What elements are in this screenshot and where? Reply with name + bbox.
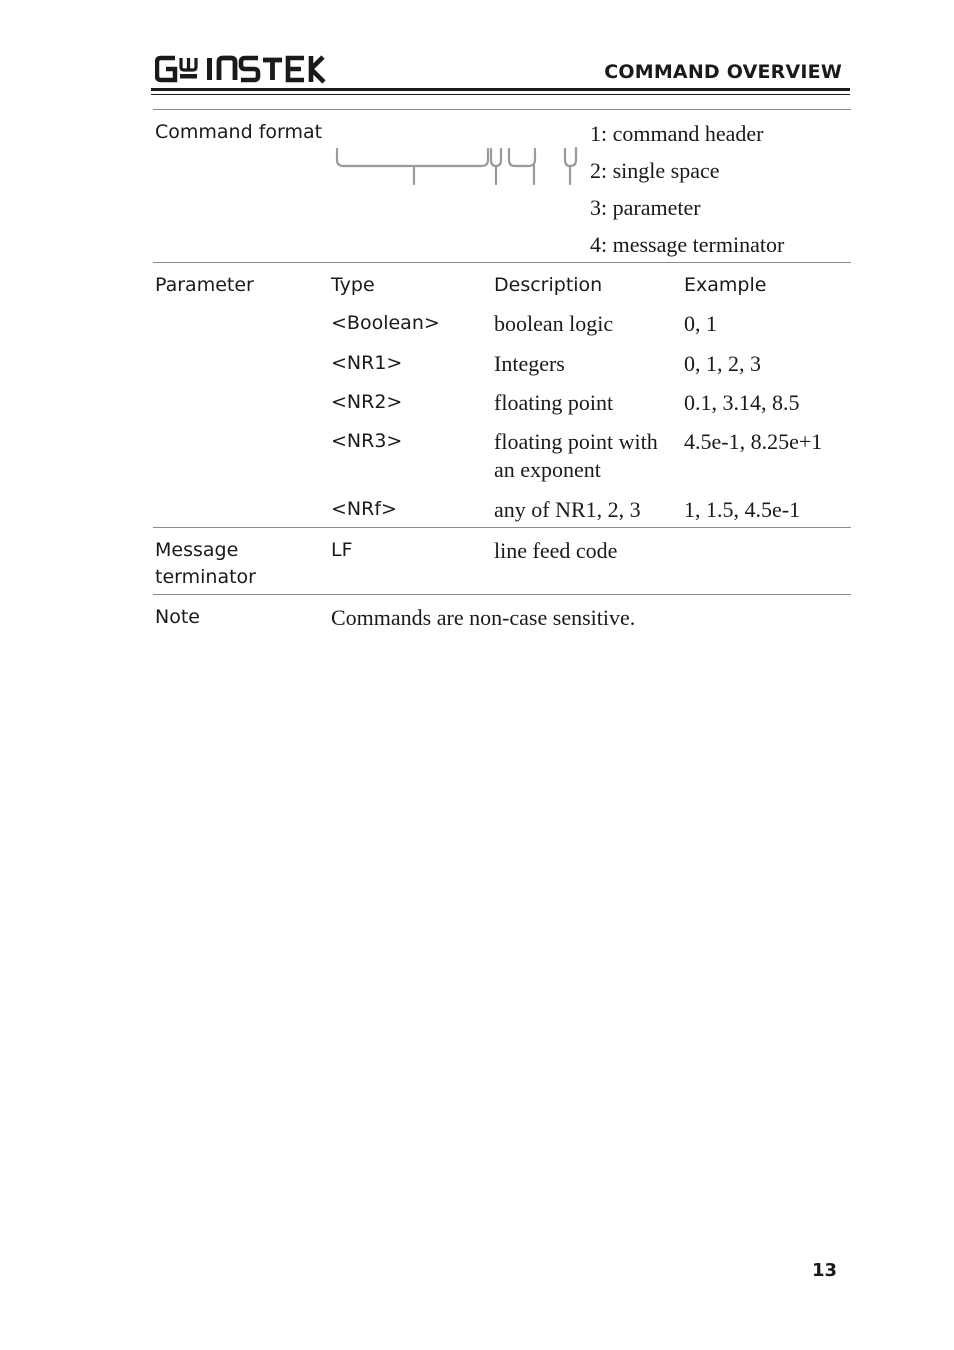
section-divider	[153, 262, 851, 263]
message-terminator-label: Message terminator	[155, 539, 256, 588]
param-example: 0, 1	[684, 311, 717, 336]
param-type: <NR3>	[331, 430, 403, 452]
param-type: <NRf>	[331, 498, 397, 520]
section-divider	[153, 527, 851, 528]
param-example: 0.1, 3.14, 8.5	[684, 390, 800, 415]
param-type: <Boolean>	[331, 312, 440, 334]
param-example: 1, 1.5, 4.5e-1	[684, 497, 801, 522]
section-divider	[153, 109, 851, 110]
section-divider	[153, 594, 851, 595]
param-description: any of NR1, 2, 3	[494, 497, 641, 522]
bracket-message-terminator	[565, 149, 576, 166]
bracket-command-header	[337, 149, 488, 166]
header-rule-thin	[151, 94, 850, 95]
column-header-type: Type	[331, 274, 375, 296]
legend-item: 2: single space	[590, 158, 720, 183]
column-header-example: Example	[684, 274, 767, 296]
param-example: 0, 1, 2, 3	[684, 351, 761, 376]
gw-instek-logo	[155, 54, 327, 84]
param-type: <NR2>	[331, 391, 403, 413]
param-description: Integers	[494, 351, 565, 376]
legend-item: 3: parameter	[590, 195, 701, 220]
column-header-description: Description	[494, 274, 603, 296]
parameter-label: Parameter	[155, 274, 254, 296]
param-description: boolean logic	[494, 311, 614, 336]
legend-item: 4: message terminator	[590, 232, 785, 257]
page-number: 13	[812, 1260, 838, 1281]
bracket-parameter	[509, 149, 535, 166]
header-rule-thick	[151, 88, 850, 91]
note-text: Commands are non-case sensitive.	[331, 605, 636, 630]
message-terminator-description: line feed code	[494, 538, 618, 563]
command-format-label: Command format	[155, 121, 323, 143]
section-title: COMMAND OVERVIEW	[604, 61, 842, 83]
legend-item: 1: command header	[590, 121, 764, 146]
param-description: floating point with an exponent	[494, 429, 658, 482]
bracket-single-space	[491, 149, 501, 166]
command-format-bracket-diagram	[334, 144, 586, 190]
note-label: Note	[155, 606, 200, 628]
message-terminator-type: LF	[331, 539, 353, 561]
param-example: 4.5e-1, 8.25e+1	[684, 429, 823, 454]
param-description: floating point	[494, 390, 614, 415]
param-type: <NR1>	[331, 352, 403, 374]
